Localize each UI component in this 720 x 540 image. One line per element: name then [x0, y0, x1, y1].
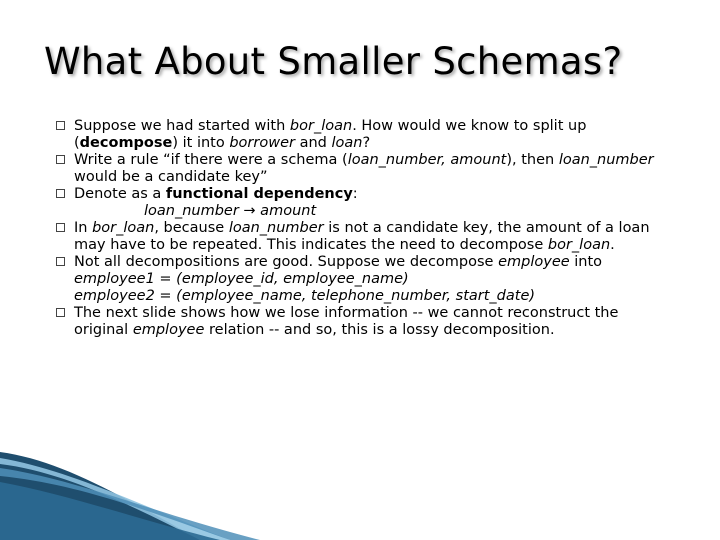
bullet-item — [56, 220, 668, 254]
slide-title: What About Smaller Schemas? — [44, 40, 623, 83]
bullet-text: Write a rule “if there were a schema ( — [74, 152, 348, 168]
bullet-text: ), then — [506, 152, 559, 168]
bullet-text: into — [569, 254, 603, 270]
bullet-italic: loan_number — [228, 220, 324, 236]
decomposition-line: employee1 = (employee_id, employee_name) — [74, 271, 409, 287]
bullet-text: would be a candidate key” — [74, 169, 268, 185]
bullet-text: Not all decompositions are good. Suppose we decompose — [74, 254, 499, 270]
bullet-text: In — [74, 220, 93, 236]
bullet-italic: loan_number, amount — [347, 152, 507, 168]
bullet-text: . — [610, 237, 615, 253]
bullet-text: . How would we know to split up ( — [74, 118, 587, 151]
checkbox-bullet-icon — [56, 308, 65, 317]
bullet-item — [56, 118, 668, 152]
bullet-text: and — [294, 135, 332, 151]
bullet-text: relation -- and so, this is a lossy decomposition. — [204, 322, 555, 338]
checkbox-bullet-icon — [56, 155, 65, 164]
bullet-item — [56, 305, 668, 339]
bullet-bold: decompose — [79, 135, 173, 151]
functional-dependency: loan_number → amount — [144, 203, 317, 219]
bullet-italic: employee — [498, 254, 570, 270]
checkbox-bullet-icon — [56, 121, 65, 130]
bullet-text: Suppose we had started with — [74, 118, 290, 134]
bullet-italic: bor_loan — [547, 237, 611, 253]
checkbox-bullet-icon — [56, 257, 65, 266]
bullet-italic: employee — [132, 322, 205, 338]
decomposition-line: employee2 = (employee_name, telephone_number, start_date) — [74, 288, 536, 304]
bullet-text: , because — [154, 220, 229, 236]
bullet-text: is not a candidate key, the amount of a loan may have to be repeated. This indicates the need to decompose — [74, 220, 650, 253]
checkbox-bullet-icon — [56, 189, 65, 198]
bullet-text: ? — [362, 135, 371, 151]
bullet-text: ) it into — [172, 135, 230, 151]
bullet-italic: bor_loan — [289, 118, 353, 134]
bullet-text: Denote as a — [74, 186, 166, 202]
bullet-item — [56, 254, 668, 305]
bullet-italic: loan — [331, 135, 363, 151]
bullet-list — [56, 118, 668, 339]
bullet-italic: bor_loan — [92, 220, 155, 236]
decorative-wave-graphic — [0, 450, 720, 540]
bullet-item — [56, 152, 668, 186]
bullet-text: : — [352, 186, 358, 202]
bullet-item — [56, 186, 668, 220]
bullet-italic: loan_number — [558, 152, 654, 168]
bullet-text: The next slide shows how we lose information -- we cannot reconstruct the original — [74, 305, 619, 338]
checkbox-bullet-icon — [56, 223, 65, 232]
bullet-bold: functional dependency — [165, 186, 353, 202]
bullet-italic: borrower — [229, 135, 295, 151]
